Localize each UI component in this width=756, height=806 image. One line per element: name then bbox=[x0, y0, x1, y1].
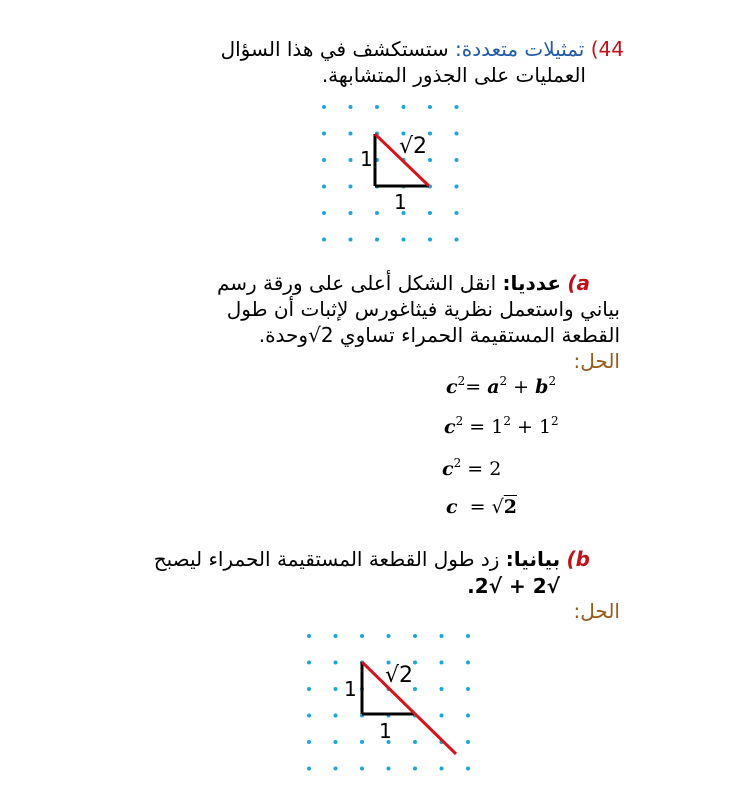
grid-dot bbox=[322, 211, 326, 215]
part-b-letter: b) bbox=[566, 547, 590, 571]
grid-dot bbox=[455, 185, 459, 189]
grid-dot bbox=[455, 211, 459, 215]
label-hypotenuse-2: √2 bbox=[385, 663, 414, 688]
figure-2 bbox=[296, 626, 476, 786]
grid-dot bbox=[402, 238, 406, 242]
grid-dot bbox=[455, 158, 459, 162]
part-a-text-2: بياني واستعمل نظرية فيثاغورس لإثبات أن طول bbox=[226, 297, 620, 321]
part-a-letter: a) bbox=[567, 271, 590, 295]
grid-dot bbox=[375, 105, 379, 109]
figure-1 bbox=[310, 96, 470, 246]
grid-dot bbox=[387, 767, 391, 771]
grid-dot bbox=[360, 767, 364, 771]
grid-dot bbox=[375, 238, 379, 242]
grid-dot bbox=[440, 714, 444, 718]
grid-dot bbox=[349, 105, 353, 109]
grid-dot bbox=[349, 132, 353, 136]
part-b-line-1 bbox=[154, 546, 590, 572]
grid-dot bbox=[428, 105, 432, 109]
question-heading: تمثيلات متعددة: bbox=[455, 37, 585, 61]
dot-grid-1 bbox=[322, 105, 459, 242]
equation-1: $c^2= a^2 + b^2$ bbox=[446, 374, 557, 398]
equation-4: c = √2 bbox=[446, 496, 517, 518]
grid-dot bbox=[375, 211, 379, 215]
grid-dot bbox=[466, 661, 470, 665]
equation-2: $c^2 = 1^2 + 1^2$ bbox=[444, 414, 559, 438]
grid-dot bbox=[413, 740, 417, 744]
question-line-2 bbox=[322, 62, 586, 88]
grid-dot bbox=[413, 634, 417, 638]
equation-3: $c^2 = 2$ bbox=[442, 456, 502, 480]
part-a-line-3 bbox=[259, 322, 620, 348]
grid-dot bbox=[413, 687, 417, 691]
grid-dot bbox=[387, 634, 391, 638]
question-number: 44) bbox=[590, 37, 624, 61]
part-a-solution-label: الحل: bbox=[573, 349, 620, 373]
grid-dot bbox=[466, 634, 470, 638]
grid-dot bbox=[334, 767, 338, 771]
grid-dot bbox=[413, 661, 417, 665]
grid-dot bbox=[322, 185, 326, 189]
part-a-line-2 bbox=[227, 296, 620, 322]
dot-grid-2 bbox=[307, 634, 470, 771]
grid-dot bbox=[322, 105, 326, 109]
label-vertical-2: 1 bbox=[344, 677, 357, 701]
grid-dot bbox=[334, 740, 338, 744]
grid-dot bbox=[360, 634, 364, 638]
question-text-2: العمليات على الجذور المتشابهة. bbox=[321, 63, 586, 87]
label-vertical: 1 bbox=[360, 147, 373, 171]
label-horizontal: 1 bbox=[394, 190, 407, 214]
grid-dot bbox=[402, 105, 406, 109]
question-text-1: ستستكشف في هذا السؤال bbox=[220, 37, 449, 61]
grid-dot bbox=[440, 661, 444, 665]
part-b-title: بيانيا: bbox=[505, 547, 561, 571]
grid-dot bbox=[455, 105, 459, 109]
grid-dot bbox=[455, 132, 459, 136]
grid-dot bbox=[322, 158, 326, 162]
part-b-solution-label: الحل: bbox=[573, 599, 620, 623]
grid-dot bbox=[307, 740, 311, 744]
grid-dot bbox=[360, 740, 364, 744]
part-b-line-2: √2 + √2. bbox=[467, 574, 560, 598]
grid-dot bbox=[349, 211, 353, 215]
label-hypotenuse: √2 bbox=[399, 134, 428, 159]
grid-dot bbox=[428, 158, 432, 162]
grid-dot bbox=[307, 661, 311, 665]
grid-dot bbox=[466, 687, 470, 691]
grid-dot bbox=[322, 238, 326, 242]
grid-dot bbox=[466, 740, 470, 744]
part-a-title: عدديا: bbox=[502, 271, 561, 295]
grid-dot bbox=[466, 767, 470, 771]
part-a-line-1 bbox=[217, 270, 590, 296]
grid-dot bbox=[349, 158, 353, 162]
grid-dot bbox=[307, 687, 311, 691]
grid-dot bbox=[455, 238, 459, 242]
grid-dot bbox=[334, 714, 338, 718]
part-a-text-3: القطعة المستقيمة الحمراء تساوي 2√وحدة. bbox=[258, 323, 620, 347]
grid-dot bbox=[428, 238, 432, 242]
grid-dot bbox=[428, 211, 432, 215]
question-line-1 bbox=[221, 36, 624, 62]
grid-dot bbox=[413, 767, 417, 771]
grid-dot bbox=[349, 185, 353, 189]
grid-dot bbox=[307, 634, 311, 638]
grid-dot bbox=[440, 687, 444, 691]
grid-dot bbox=[428, 132, 432, 136]
grid-dot bbox=[440, 634, 444, 638]
grid-dot bbox=[307, 767, 311, 771]
grid-dot bbox=[334, 634, 338, 638]
grid-dot bbox=[349, 238, 353, 242]
grid-dot bbox=[440, 767, 444, 771]
grid-dot bbox=[334, 687, 338, 691]
label-horizontal-2: 1 bbox=[379, 719, 392, 743]
grid-dot bbox=[466, 714, 470, 718]
grid-dot bbox=[307, 714, 311, 718]
part-b-text-1: زد طول القطعة المستقيمة الحمراء ليصبح bbox=[153, 547, 500, 571]
part-a-text-1: انقل الشكل أعلى على ورقة رسم bbox=[216, 271, 497, 295]
grid-dot bbox=[322, 132, 326, 136]
grid-dot bbox=[334, 661, 338, 665]
